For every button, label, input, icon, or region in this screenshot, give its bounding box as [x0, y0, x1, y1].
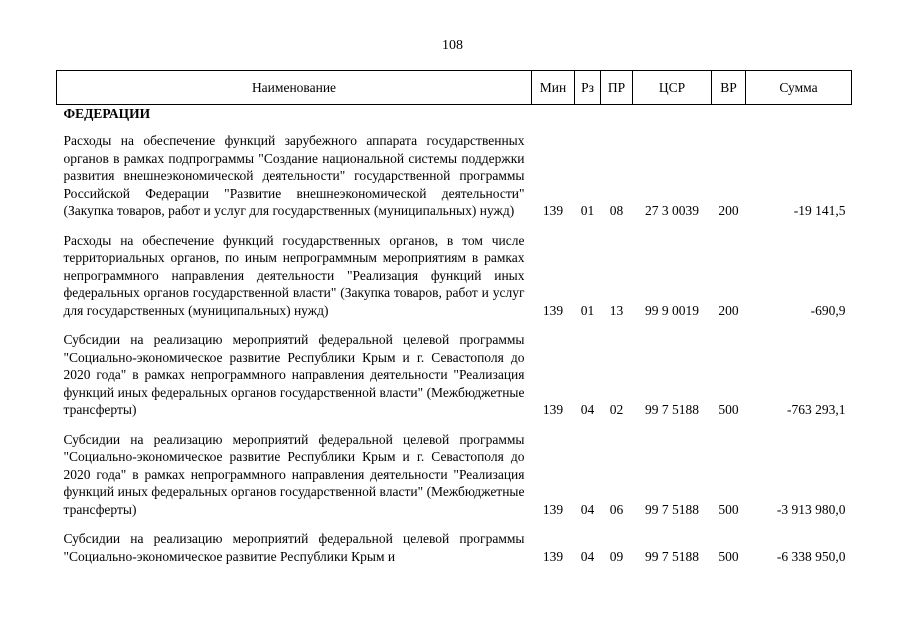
budget-table [56, 70, 852, 565]
column-header-name: Наименование [57, 71, 532, 105]
column-header-rz: Рз [575, 71, 601, 105]
row-rz: 04 [580, 548, 595, 564]
column-header-sum: Сумма [746, 71, 852, 105]
row-min: 139 [542, 501, 564, 517]
row-rz: 04 [580, 501, 595, 517]
row-vr: 500 [718, 501, 739, 517]
row-vr: 200 [718, 203, 739, 218]
table-header [57, 71, 852, 105]
table-row [57, 525, 852, 565]
row-pr: 06 [609, 501, 624, 517]
row-rz: 01 [580, 203, 595, 218]
column-header-pr: ПР [601, 71, 633, 105]
row-vr: 200 [718, 302, 739, 318]
row-pr: 02 [609, 402, 624, 417]
section-title: ФЕДЕРАЦИИ [63, 106, 151, 121]
row-csr: 27 3 0039 [645, 203, 699, 218]
row-pr: 13 [609, 302, 624, 318]
row-rz: 01 [580, 302, 595, 318]
row-csr: 99 9 0019 [645, 302, 699, 318]
row-sum: -3 913 980,0 [776, 501, 846, 517]
row-name: Расходы на обеспечение функций зарубежного аппарата государственных органов в рамках подпрограммы "Создание национальной системы поддержки развития внешнеэкономической деятельности" государственной программы Российской Федерации "Развитие внешнеэкономической деятельности" (Закупка товаров, работ и услуг для государственных (муниципальных) нужд) [63, 133, 525, 218]
table-row [57, 426, 852, 519]
table-row [57, 227, 852, 320]
column-header-csr: ЦСР [633, 71, 712, 105]
row-min: 139 [542, 302, 564, 318]
row-vr: 500 [718, 548, 739, 564]
row-sum: -763 293,1 [787, 402, 846, 417]
table-body [57, 105, 852, 566]
table-row [57, 326, 852, 419]
column-header-min: Мин [532, 71, 575, 105]
row-name: Субсидии на реализацию мероприятий федеральной целевой программы "Социально-экономическое развитие Республики Крым и г. Севастополя до 2020 года" в рамках непрограммного направления деятельности "Реализация функций иных федеральных органов государственной власти" (Межбюджетные трансферты) [63, 332, 525, 417]
row-name: Субсидии на реализацию мероприятий федеральной целевой программы "Социально-экономическое развитие Республики Крым и [63, 531, 525, 564]
row-min: 139 [542, 402, 564, 417]
row-min: 139 [542, 548, 564, 564]
row-pr: 08 [609, 203, 624, 218]
row-csr: 99 7 5188 [645, 548, 699, 564]
row-csr: 99 7 5188 [645, 501, 699, 517]
page-number: 108 [442, 38, 463, 53]
section-row [57, 105, 852, 128]
row-sum: -690,9 [810, 302, 846, 318]
row-pr: 09 [609, 548, 624, 564]
column-header-vr: ВР [712, 71, 746, 105]
row-rz: 04 [580, 402, 595, 417]
row-vr: 500 [718, 402, 739, 417]
row-name: Субсидии на реализацию мероприятий федеральной целевой программы "Социально-экономическое развитие Республики Крым и г. Севастополя до 2020 года" в рамках непрограммного направления деятельности "Реализация функций иных федеральных органов государственной власти" (Межбюджетные трансферты) [63, 431, 525, 517]
row-name: Расходы на обеспечение функций государственных органов, в том числе территориальных органов, по иным непрограммным мероприятиям в рамках непрограммного направления деятельности "Реализация функций иных федеральных органов государственной власти" (Закупка товаров, работ и услуг для государственных (муниципальных) нужд) [63, 232, 525, 318]
row-sum: -19 141,5 [793, 203, 846, 218]
row-csr: 99 7 5188 [645, 402, 699, 417]
row-sum: -6 338 950,0 [776, 548, 846, 564]
row-min: 139 [542, 203, 564, 218]
table-row [57, 127, 852, 220]
